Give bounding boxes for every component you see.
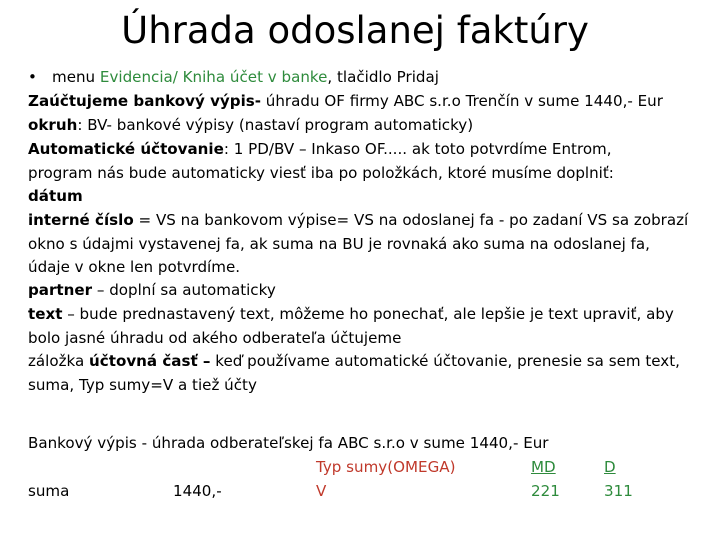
auto-label: Automatické účtovanie: [28, 140, 224, 158]
datum-line: [28, 184, 714, 208]
auto-line-1: [28, 137, 714, 161]
menu-line: [28, 65, 714, 89]
partner-line: [28, 278, 714, 302]
zauct-line: [28, 89, 714, 113]
partner-label: partner: [28, 281, 93, 299]
typ-sumy-value: V: [316, 482, 327, 500]
datum-label: dátum: [28, 187, 83, 205]
interne-label: interné číslo: [28, 211, 134, 229]
menu-suffix: , tlačidlo Pridaj: [327, 68, 439, 86]
suma-label: suma: [28, 482, 70, 500]
content-body: [28, 65, 714, 396]
d-header: D: [604, 458, 616, 476]
text-line-1: [28, 302, 714, 326]
posting-heading: Bankový výpis - úhrada odberateľskej fa ABC s.r.o v sume 1440,- Eur: [28, 434, 549, 452]
text-line-2: bolo jasné úhradu od akého odberateľa účtujeme: [28, 329, 402, 347]
typ-sumy-header: Typ sumy(OMEGA): [316, 458, 456, 476]
posting-value-row: [28, 479, 714, 503]
interne-line-3: údaje v okne len potvrdíme.: [28, 258, 241, 276]
zalozka-line-2: suma, Typ sumy=V a tiež účty: [28, 376, 257, 394]
zalozka-line-1: [28, 349, 714, 373]
interne-text-1: = VS na bankovom výpise= VS na odoslanej fa - po zadaní VS sa zobrazí: [133, 211, 689, 229]
md-header: MD: [531, 458, 556, 476]
zauct-text: úhradu OF firmy ABC s.r.o Trenčín v sume 1440,- Eur: [261, 92, 663, 110]
okruh-label: okruh: [28, 116, 78, 134]
text-label: text: [28, 305, 63, 323]
suma-value: 1440,-: [173, 482, 222, 500]
page-title: Úhrada odoslanej faktúry: [121, 9, 589, 52]
partner-text: – doplní sa automaticky: [92, 281, 276, 299]
okruh-line: [28, 113, 714, 137]
bullet-marker: •: [28, 68, 37, 86]
posting-heading-row: [28, 431, 714, 455]
zalozka-label: účtovná časť –: [89, 352, 211, 370]
auto-text-1: : 1 PD/BV – Inkaso OF..... ak toto potvrdíme Entrom,: [223, 140, 612, 158]
zalozka-text-1: keď používame automatické účtovanie, prenesie sa sem text,: [210, 352, 680, 370]
md-value: 221: [531, 482, 560, 500]
interne-line-1: [28, 208, 714, 232]
posting-block: [28, 431, 714, 503]
menu-prefix: menu: [52, 68, 100, 86]
zauct-label: Zaúčtujeme bankový výpis-: [28, 92, 261, 110]
d-value: 311: [604, 482, 633, 500]
zalozka-prefix: záložka: [28, 352, 90, 370]
interne-line-2: okno s údajmi vystavenej fa, ak suma na BU je rovnaká ako suma na odoslanej fa,: [28, 235, 650, 253]
okruh-text: : BV- bankové výpisy (nastaví program automaticky): [77, 116, 474, 134]
menu-path: Evidencia/ Kniha účet v banke: [99, 68, 328, 86]
auto-line-2: program nás bude automaticky viesť iba po položkách, ktoré musíme doplniť:: [28, 164, 614, 182]
text-text-1: – bude prednastavený text, môžeme ho ponechať, ale lepšie je text upraviť, aby: [62, 305, 674, 323]
posting-header-row: [28, 455, 714, 479]
